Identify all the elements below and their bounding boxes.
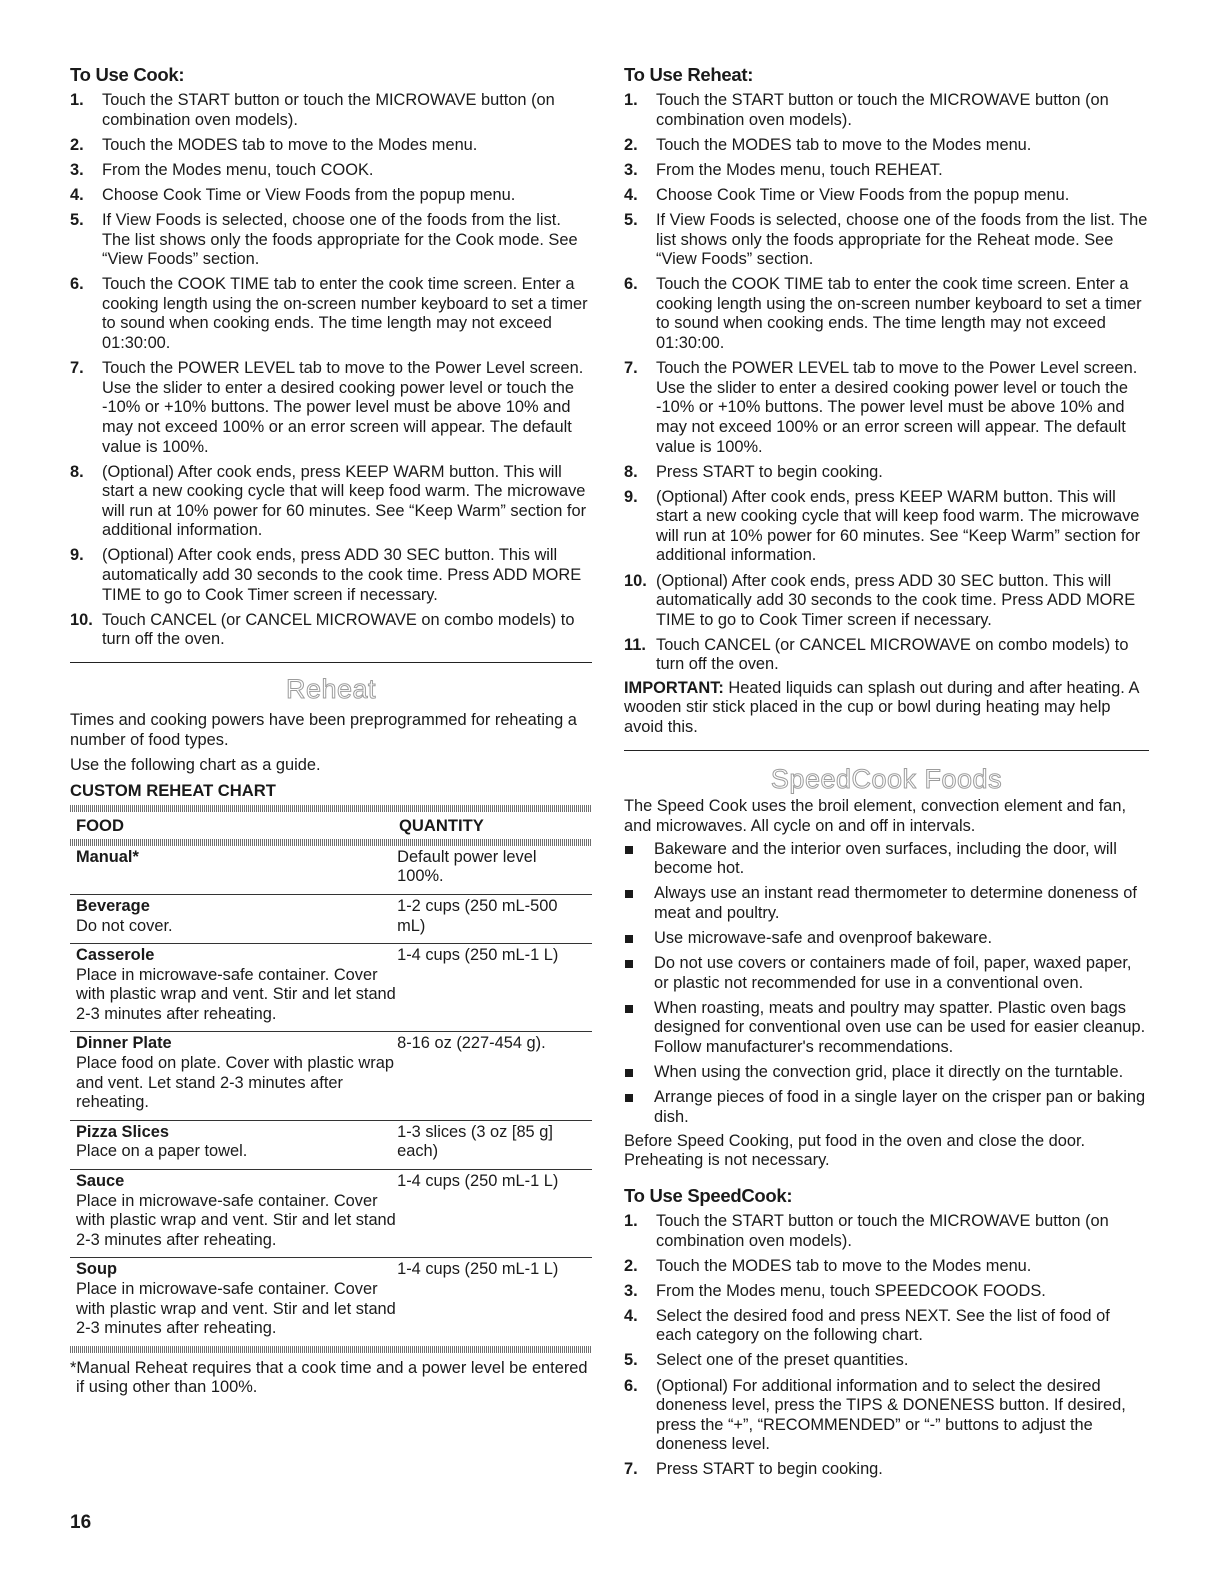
list-item: [70, 186, 592, 206]
reheat-chart: [70, 805, 592, 1353]
list-item: [624, 161, 1149, 181]
bullet-square-icon: [625, 935, 633, 943]
step-number: 5.: [624, 210, 638, 229]
food-cell: [76, 1034, 397, 1112]
bullet-text: Use microwave-safe and ovenproof bakeware.: [654, 928, 993, 947]
list-item: [624, 91, 1149, 130]
quantity-cell: 1-3 slices (3 oz [85 g] each): [397, 1122, 553, 1161]
step-text: Choose Cook Time or View Foods from the popup menu.: [102, 185, 516, 204]
section-divider: [624, 750, 1149, 751]
food-cell: [76, 1260, 397, 1338]
list-item: [70, 136, 592, 156]
list-item: [624, 636, 1149, 675]
reheat-heading: To Use Reheat:: [624, 64, 754, 85]
step-text: (Optional) After cook ends, press ADD 30 SEC button. This will automatically add 30 seconds to the cook time. Press ADD MORE TIME to go to Cook Timer screen if necessary.: [656, 571, 1136, 629]
step-number: 1.: [70, 91, 84, 109]
list-item: [70, 91, 592, 130]
reheat-intro: Times and cooking powers have been preprogrammed for reheating a number of food types.: [70, 710, 577, 749]
list-item: [624, 884, 1149, 923]
step-number: 2.: [70, 135, 84, 154]
chart-title: CUSTOM REHEAT CHART: [70, 780, 276, 800]
table-row: [70, 1032, 592, 1120]
step-number: 3.: [624, 1281, 638, 1300]
bullet-square-icon: [625, 1005, 633, 1013]
footnote: *Manual Reheat requires that a cook time and a power level be entered if using other than 100%.: [70, 1358, 588, 1397]
table-header-border: [70, 839, 592, 846]
speedcook-intro: The Speed Cook uses the broil element, convection element and fan, and microwaves. All cycle on and off in intervals.: [624, 797, 1127, 835]
list-item: [624, 1088, 1149, 1127]
step-text: From the Modes menu, touch REHEAT.: [656, 160, 943, 179]
food-name: Sauce: [76, 1172, 125, 1191]
list-item: [70, 275, 592, 353]
food-name: Dinner Plate: [76, 1034, 172, 1053]
left-column: [70, 64, 592, 1398]
step-text: Touch CANCEL (or CANCEL MICROWAVE on combo models) to turn off the oven.: [656, 635, 1129, 674]
speedcook-heading: To Use SpeedCook:: [624, 1184, 793, 1206]
food-description: Place in microwave-safe container. Cover with plastic wrap and vent. Stir and let stand 2-3 minutes after reheating.: [76, 965, 396, 1023]
header-quantity: QUANTITY: [399, 815, 484, 835]
step-number: 8.: [70, 462, 84, 481]
list-item: [624, 359, 1149, 457]
table-row: [70, 1170, 592, 1258]
step-text: Touch the POWER LEVEL tab to move to the Power Level screen. Use the slider to enter a desired cooking power level or touch the -10% or +10% buttons. The power level must be above 10% and may not exceed 100% or an error screen will appear. The default value is 100%.: [102, 359, 584, 456]
step-number: 9.: [70, 546, 84, 565]
list-item: [624, 186, 1149, 206]
step-number: 8.: [624, 462, 638, 481]
reheat-section-title: Reheat: [285, 673, 377, 704]
step-number: 4.: [624, 1306, 638, 1325]
bullet-text: Arrange pieces of food in a single layer on the crisper pan or baking dish.: [654, 1088, 1146, 1126]
list-item: [70, 359, 592, 457]
right-column: [624, 64, 1149, 1486]
step-text: Touch the START button or touch the MICROWAVE button (on combination oven models).: [656, 91, 1109, 129]
list-item: [624, 999, 1149, 1058]
step-number: 10.: [70, 610, 93, 629]
list-item: [624, 136, 1149, 156]
step-number: 7.: [624, 359, 638, 378]
food-description: Place in microwave-safe container. Cover with plastic wrap and vent. Stir and let stand 2-3 minutes after reheating.: [76, 1191, 396, 1249]
table-row: [70, 895, 592, 944]
step-text: Press START to begin cooking.: [656, 462, 883, 481]
step-text: Choose Cook Time or View Foods from the popup menu.: [656, 185, 1070, 204]
important-text: Heated liquids can splash out during and after heating. A wooden stir stick placed in the cup or bowl during heating may help avoid this.: [624, 678, 1139, 736]
bullet-square-icon: [625, 890, 633, 898]
step-number: 6.: [624, 1376, 638, 1395]
table-row: [70, 1121, 592, 1170]
step-text: Touch the POWER LEVEL tab to move to the Power Level screen. Use the slider to enter a desired cooking power level or touch the -10% or +10% buttons. The power level must be above 10% and may not exceed 100% or an error screen will appear. The default value is 100%.: [656, 359, 1138, 456]
reheat-steps-list: [624, 91, 1149, 675]
step-number: 3.: [70, 160, 84, 179]
step-text: Touch the MODES tab to move to the Modes menu.: [656, 1256, 1032, 1275]
speedcook-section-title: SpeedCook Foods: [770, 764, 1003, 795]
quantity-cell: 1-4 cups (250 mL-1 L): [397, 1172, 559, 1191]
food-name: Manual*: [76, 847, 139, 866]
list-item: [70, 161, 592, 181]
list-item: [624, 1377, 1149, 1455]
food-cell: [76, 897, 397, 936]
step-text: From the Modes menu, touch COOK.: [102, 160, 374, 179]
bullet-text: Bakeware and the interior oven surfaces, including the door, will become hot.: [654, 839, 1117, 878]
step-number: 2.: [624, 1256, 638, 1275]
step-number: 6.: [624, 275, 638, 294]
table-header: [70, 812, 592, 839]
list-item: [624, 1063, 1149, 1083]
header-food: FOOD: [76, 815, 124, 835]
list-item: [624, 572, 1149, 631]
step-text: If View Foods is selected, choose one of the foods from the list. The list shows only the foods appropriate for the Cook mode. See “View Foods” section.: [102, 210, 578, 269]
list-item: [624, 929, 1149, 949]
food-cell: [76, 946, 397, 1024]
step-number: 5.: [624, 1351, 638, 1370]
food-description: Place food on plate. Cover with plastic wrap and vent. Let stand 2-3 minutes after reheating.: [76, 1054, 394, 1112]
list-item: [624, 1460, 1149, 1480]
step-text: Select one of the preset quantities.: [656, 1351, 909, 1370]
list-item: [624, 1307, 1149, 1346]
food-description: Place in microwave-safe container. Cover with plastic wrap and vent. Stir and let stand 2-3 minutes after reheating.: [76, 1280, 396, 1338]
step-number: 11.: [624, 635, 646, 654]
step-number: 4.: [70, 185, 84, 204]
step-number: 7.: [70, 359, 84, 378]
step-text: Touch the MODES tab to move to the Modes menu.: [102, 135, 478, 154]
step-number: 9.: [624, 487, 638, 506]
cook-steps-list: [70, 91, 592, 650]
food-description: Do not cover.: [76, 916, 173, 935]
list-item: [624, 954, 1149, 993]
step-text: Touch the MODES tab to move to the Modes menu.: [656, 135, 1032, 154]
list-item: [624, 463, 1149, 483]
step-number: 10.: [624, 571, 647, 590]
food-cell: [76, 1123, 397, 1162]
bullet-square-icon: [625, 1094, 633, 1102]
step-number: 5.: [70, 210, 84, 229]
list-item: [70, 463, 592, 541]
table-row: [70, 944, 592, 1032]
list-item: [70, 211, 592, 270]
step-text: If View Foods is selected, choose one of the foods from the list. The list shows only the foods appropriate for the Reheat mode. See “View Foods” section.: [656, 210, 1148, 269]
page-number: 16: [70, 1512, 92, 1533]
important-note: [624, 679, 1149, 738]
step-text: Touch the START button or touch the MICROWAVE button (on combination oven models).: [102, 91, 555, 129]
table-row: [70, 846, 592, 895]
before-speedcook-text: Before Speed Cooking, put food in the oven and close the door. Preheating is not necessary.: [624, 1131, 1086, 1170]
food-name: Pizza Slices: [76, 1122, 169, 1141]
step-text: From the Modes menu, touch SPEEDCOOK FOODS.: [656, 1281, 1046, 1300]
bullet-text: Always use an instant read thermometer to determine doneness of meat and poultry.: [654, 884, 1137, 922]
speedcook-bullets: [624, 840, 1149, 1128]
quantity-cell: 1-4 cups (250 mL-1 L): [397, 946, 559, 965]
table-body: [70, 846, 592, 1346]
bullet-square-icon: [625, 846, 633, 854]
food-name: Casserole: [76, 946, 155, 965]
list-item: [624, 1257, 1149, 1277]
cook-heading: To Use Cook:: [70, 64, 185, 85]
quantity-cell: Default power level 100%.: [397, 847, 537, 886]
quantity-cell: 8-16 oz (227-454 g).: [397, 1034, 546, 1053]
step-text: (Optional) After cook ends, press KEEP WARM button. This will start a new cooking cycle that will keep food warm. The microwave will run at 10% power for 60 minutes. See “Keep Warm” section for additional information.: [656, 487, 1141, 565]
list-item: [624, 488, 1149, 566]
list-item: [70, 611, 592, 650]
step-number: 6.: [70, 275, 84, 294]
list-item: [624, 1212, 1149, 1251]
speedcook-steps-list: [624, 1212, 1149, 1480]
food-name: Soup: [76, 1260, 117, 1279]
food-description: Place on a paper towel.: [76, 1142, 248, 1161]
step-text: Press START to begin cooking.: [656, 1460, 883, 1479]
important-label: IMPORTANT:: [624, 678, 724, 697]
bullet-text: When using the convection grid, place it directly on the turntable.: [654, 1062, 1124, 1081]
food-name: Beverage: [76, 896, 150, 915]
list-item: [624, 1351, 1149, 1371]
quantity-cell: 1-2 cups (250 mL-500 mL): [397, 896, 558, 935]
step-number: 7.: [624, 1460, 638, 1479]
list-item: [624, 275, 1149, 353]
list-item: [624, 1282, 1149, 1302]
step-number: 4.: [624, 185, 638, 204]
reheat-guide: Use the following chart as a guide.: [70, 756, 321, 775]
bullet-square-icon: [625, 1069, 633, 1077]
step-number: 2.: [624, 135, 638, 154]
bullet-square-icon: [625, 960, 633, 968]
list-item: [70, 546, 592, 605]
step-text: (Optional) After cook ends, press ADD 30 SEC button. This will automatically add 30 seconds to the cook time. Press ADD MORE TIME to go to Cook Timer screen if necessary.: [102, 546, 582, 604]
step-text: Select the desired food and press NEXT. See the list of food of each category on the following chart.: [656, 1306, 1110, 1345]
list-item: [624, 840, 1149, 879]
step-text: Touch the COOK TIME tab to enter the cook time screen. Enter a cooking length using the on-screen number keyboard to set a timer to sound when cooking ends. The time length may not exceed 01:30:00.: [656, 275, 1142, 353]
step-text: Touch the COOK TIME tab to enter the cook time screen. Enter a cooking length using the on-screen number keyboard to set a timer to sound when cooking ends. The time length may not exceed 01:30:00.: [102, 275, 588, 353]
table-bottom-border: [70, 1346, 592, 1353]
step-number: 1.: [624, 1211, 638, 1230]
table-top-border: [70, 805, 592, 812]
step-number: 1.: [624, 91, 638, 109]
quantity-cell: 1-4 cups (250 mL-1 L): [397, 1260, 559, 1279]
list-item: [624, 211, 1149, 270]
section-divider: [70, 662, 592, 663]
bullet-text: When roasting, meats and poultry may spatter. Plastic oven bags designed for conventional oven use can be used for easier cleanup. Follow manufacturer's recommendations.: [654, 998, 1146, 1056]
food-cell: [76, 848, 397, 887]
step-number: 3.: [624, 160, 638, 179]
step-text: (Optional) For additional information and to select the desired doneness level, press the TIPS & DONENESS button. If desired, press the “+”, “RECOMMENDED” or “-” buttons to adjust the doneness level.: [656, 1376, 1126, 1454]
food-cell: [76, 1172, 397, 1250]
step-text: (Optional) After cook ends, press KEEP WARM button. This will start a new cooking cycle that will keep food warm. The microwave will run at 10% power for 60 minutes. See “Keep Warm” section for additional information.: [102, 462, 587, 540]
table-row: [70, 1258, 592, 1345]
step-text: Touch the START button or touch the MICROWAVE button (on combination oven models).: [656, 1211, 1109, 1250]
step-text: Touch CANCEL (or CANCEL MICROWAVE on combo models) to turn off the oven.: [102, 610, 575, 649]
bullet-text: Do not use covers or containers made of foil, paper, waxed paper, or plastic not recommended for use in a conventional oven.: [654, 953, 1132, 992]
